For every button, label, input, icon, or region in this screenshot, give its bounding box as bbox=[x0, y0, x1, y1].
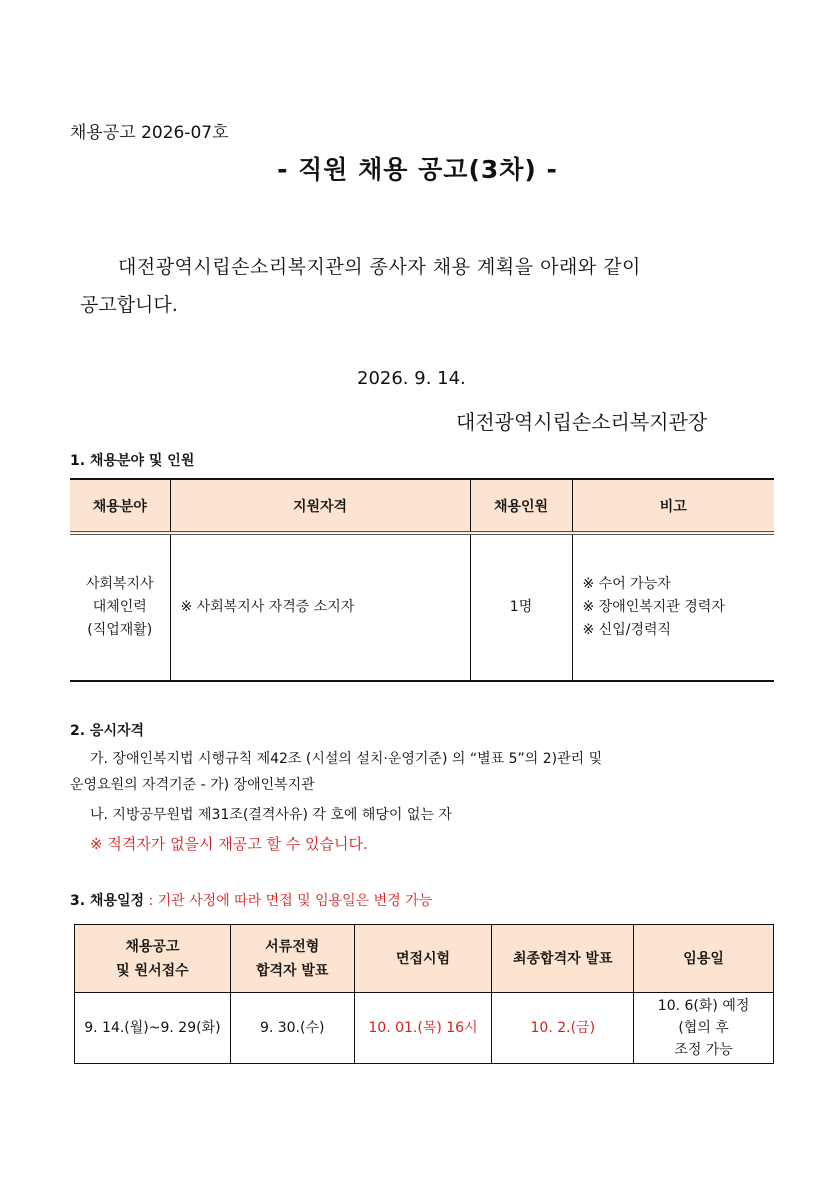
field-line: 대체인력 bbox=[92, 599, 147, 615]
header-field: 채용분야 bbox=[70, 479, 170, 533]
appointment-line: 조정 가능 bbox=[674, 1042, 733, 1058]
header-application bbox=[75, 925, 231, 993]
section3-title bbox=[70, 890, 432, 910]
note-line: ※ 장애인복지관 경력자 bbox=[582, 599, 725, 615]
header-final-result: 최종합격자 발표 bbox=[492, 925, 634, 993]
notice-number: 채용공고 2026-07호 bbox=[70, 123, 229, 143]
header-line: 합격자 발표 bbox=[255, 962, 329, 979]
organization-name: 대전광역시립손소리복지관장 bbox=[456, 410, 708, 434]
appointment-date bbox=[634, 993, 774, 1064]
schedule-table bbox=[74, 924, 774, 1064]
appointment-line: 10. 6(화) 예정 bbox=[657, 998, 750, 1014]
section2-title: 2. 응시자격 bbox=[70, 723, 145, 739]
qualification-line-2: 운영요원의 자격기준 - 가) 장애인복지관 bbox=[70, 777, 315, 793]
interview-date: 10. 01.(목) 16시 bbox=[354, 993, 492, 1064]
header-appointment: 임용일 bbox=[634, 925, 774, 993]
final-result-date: 10. 2.(금) bbox=[492, 993, 634, 1064]
note-line: ※ 신입/경력직 bbox=[582, 622, 672, 638]
header-line: 서류전형 bbox=[265, 938, 320, 955]
notes-cell bbox=[572, 533, 774, 681]
header-notes: 비고 bbox=[572, 479, 774, 533]
field-line: 사회복지사 bbox=[85, 576, 154, 592]
count-cell: 1명 bbox=[470, 533, 572, 681]
table-row bbox=[75, 993, 774, 1064]
qualification-cell: ※ 사회복지사 자격증 소지자 bbox=[170, 533, 470, 681]
table-header-row bbox=[75, 925, 774, 993]
header-count: 채용인원 bbox=[470, 479, 572, 533]
section1-title: 1. 채용분야 및 인원 bbox=[70, 453, 195, 469]
appointment-line: (협의 후 bbox=[678, 1020, 729, 1036]
re-announcement-warning: ※ 적격자가 없을시 재공고 할 수 있습니다. bbox=[90, 835, 368, 853]
recruitment-table bbox=[70, 478, 774, 682]
header-line: 및 원서접수 bbox=[116, 962, 189, 979]
header-qualification: 지원자격 bbox=[170, 479, 470, 533]
section3-title-text: 3. 채용일정 bbox=[70, 893, 145, 909]
header-interview: 면접시험 bbox=[354, 925, 492, 993]
header-document-result bbox=[230, 925, 354, 993]
note-line: ※ 수어 가능자 bbox=[582, 576, 671, 592]
qualification-line-3: 나. 지방공무원법 제31조(결격사유) 각 호에 해당이 없는 자 bbox=[90, 807, 452, 823]
notice-date: 2026. 9. 14. bbox=[357, 368, 466, 389]
field-cell bbox=[70, 533, 170, 681]
intro-line-2: 공고합니다. bbox=[80, 294, 178, 316]
application-period: 9. 14.(월)~9. 29(화) bbox=[75, 993, 231, 1064]
intro-line-1: 대전광역시립손소리복지관의 종사자 채용 계획을 아래와 같이 bbox=[118, 256, 641, 278]
page-title: - 직원 채용 공고(3차) - bbox=[277, 155, 558, 184]
qualification-line-1: 가. 장애인복지법 시행규칙 제42조 (시설의 설치·운영기준) 의 “별표 5”의 2)관리 및 bbox=[90, 751, 603, 767]
table-row bbox=[70, 533, 774, 681]
field-line: (직업재활) bbox=[87, 622, 153, 638]
table-header-row bbox=[70, 479, 774, 533]
header-line: 채용공고 bbox=[125, 938, 180, 955]
schedule-change-note: : 기관 사정에 따라 면접 및 임용일은 변경 가능 bbox=[144, 893, 433, 909]
document-result-date: 9. 30.(수) bbox=[230, 993, 354, 1064]
